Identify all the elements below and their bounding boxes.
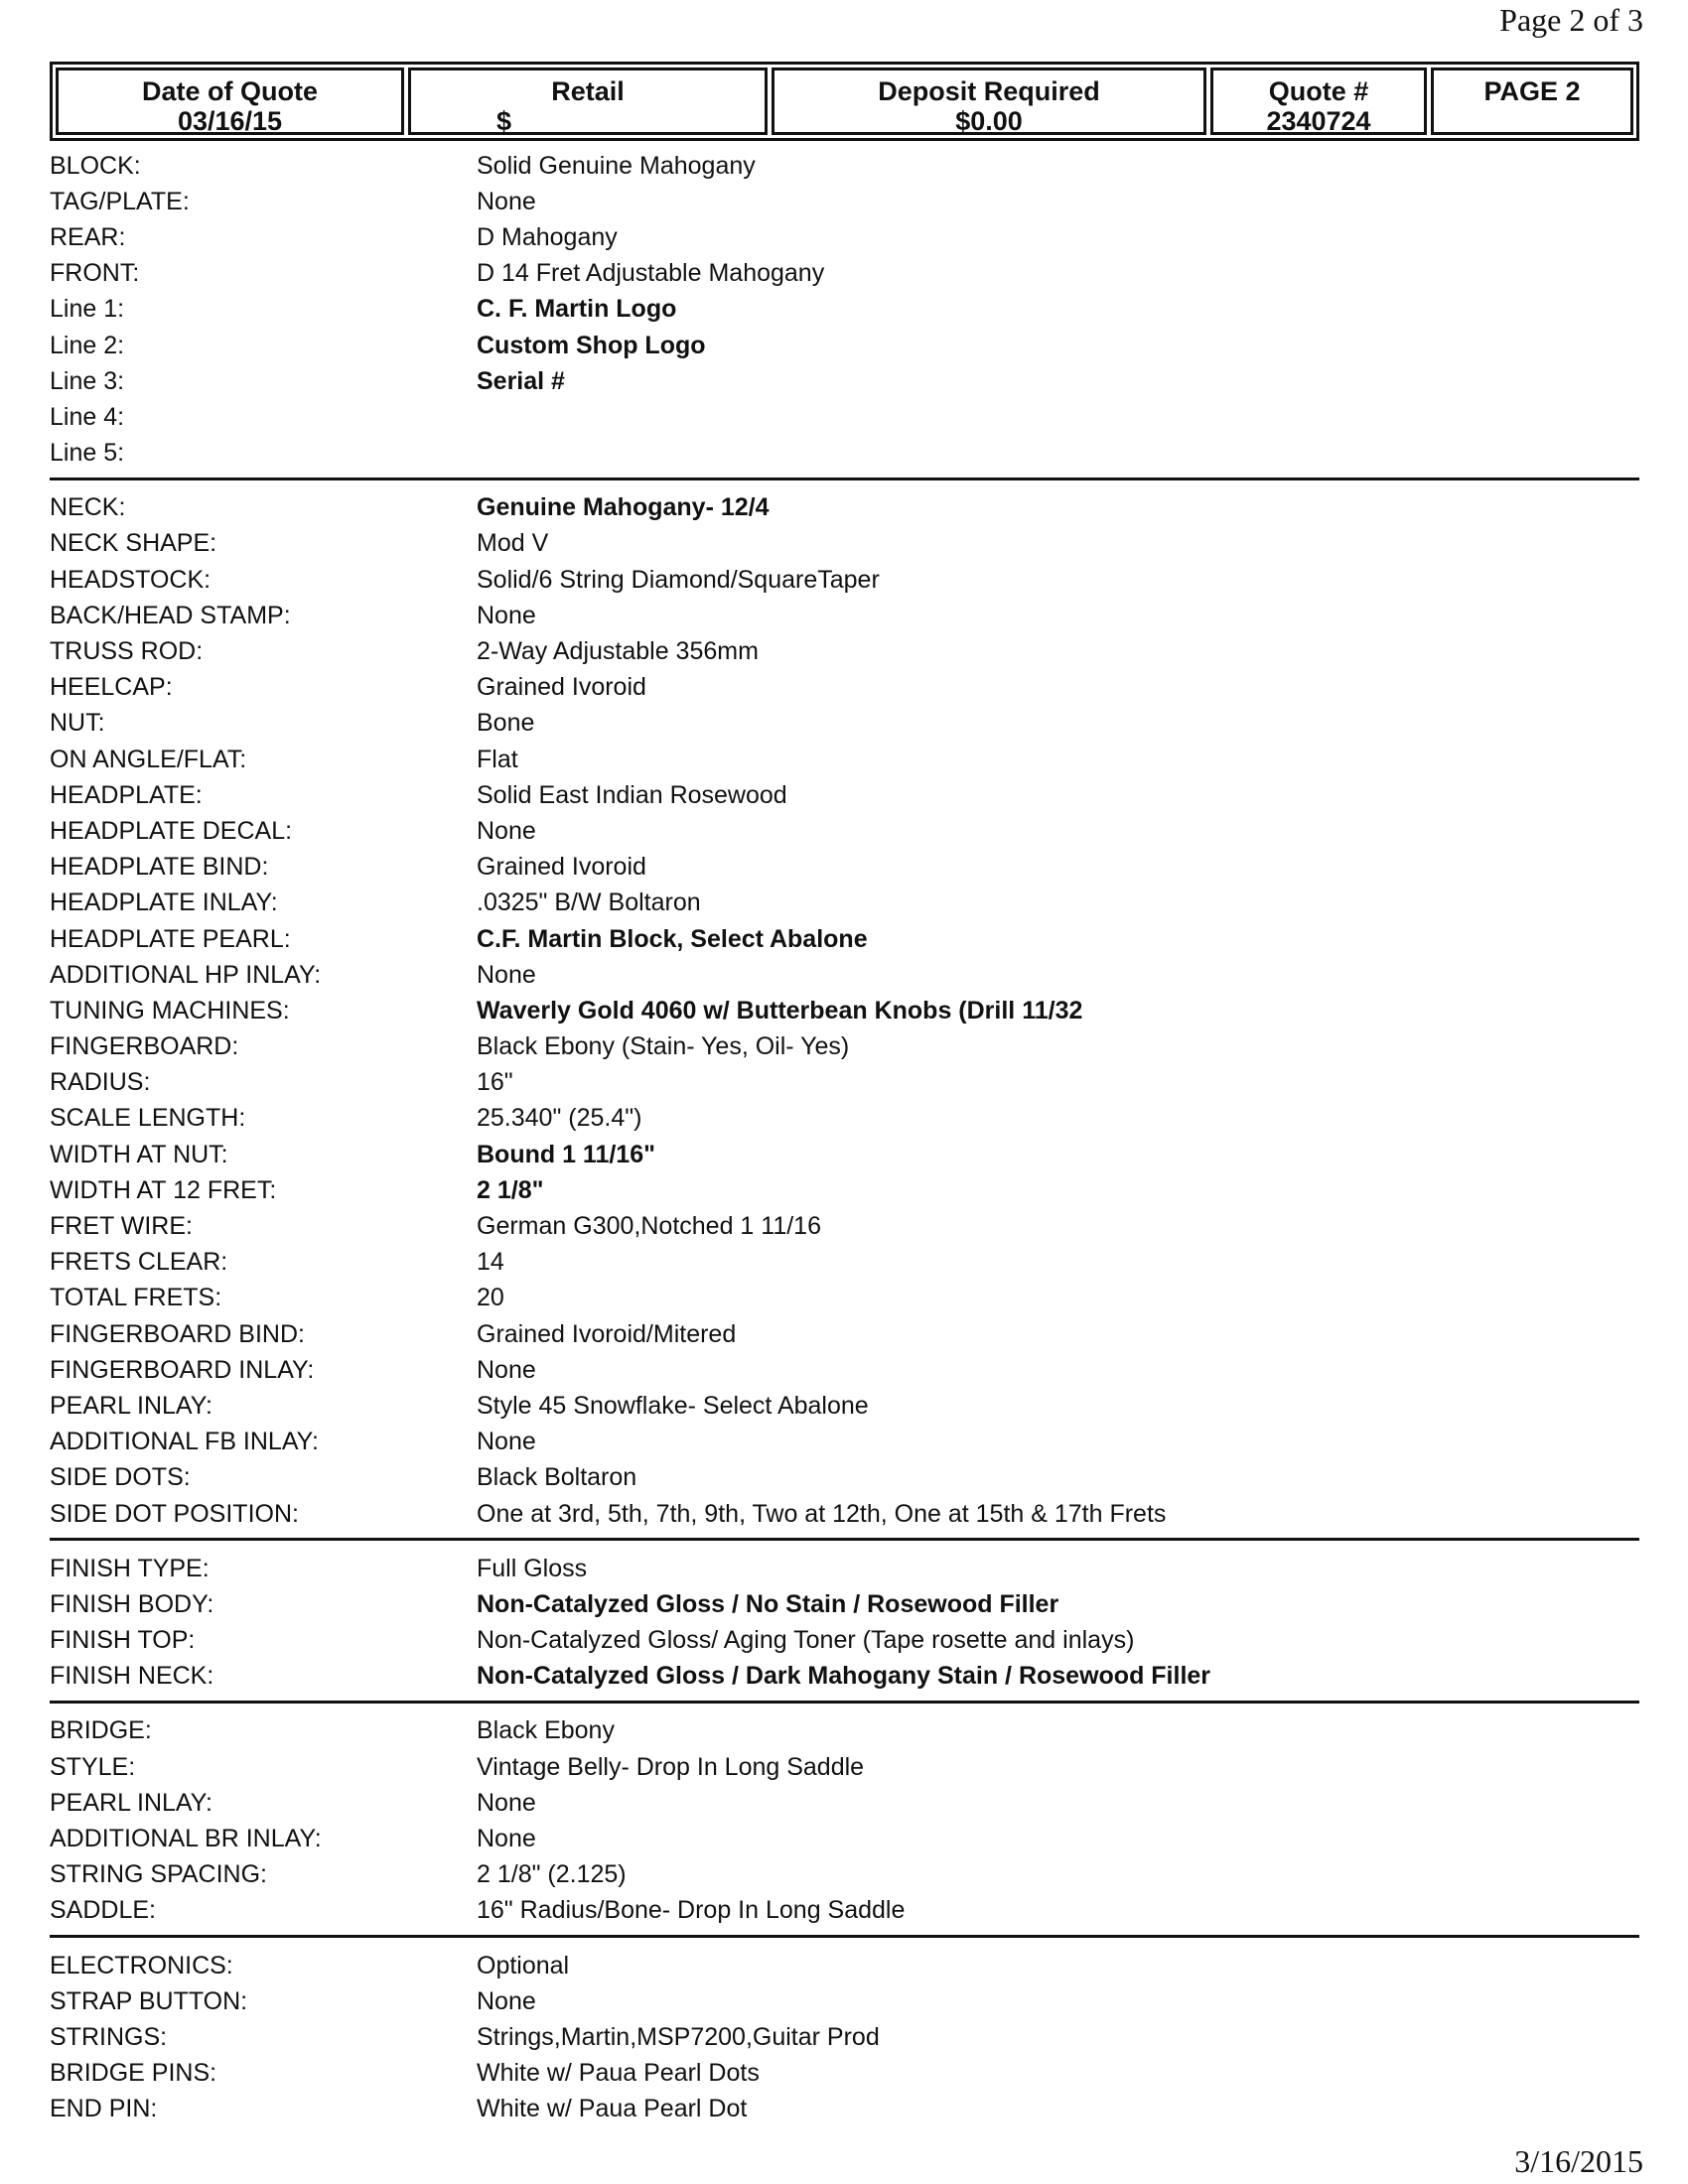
spec-label: FINGERBOARD: (50, 1032, 239, 1061)
retail-cell (408, 68, 768, 135)
spec-value: None (477, 1355, 536, 1384)
spec-section (50, 1551, 1639, 1704)
spec-label: HEELCAP: (50, 673, 173, 702)
spec-row (50, 706, 1639, 742)
spec-label: TUNING MACHINES: (50, 996, 290, 1024)
spec-section (50, 1948, 1639, 2133)
spec-label: FINISH NECK: (50, 1662, 214, 1691)
spec-row (50, 148, 1639, 184)
spec-value: Strings,Martin,MSP7200,Guitar Prod (477, 2022, 880, 2051)
spec-value: Grained Ivoroid (477, 673, 646, 702)
spec-row (50, 813, 1639, 849)
spec-row (50, 1172, 1639, 1208)
quote-number-label: Quote # (1268, 76, 1369, 106)
spec-row (50, 184, 1639, 219)
spec-value: None (477, 1788, 536, 1817)
spec-value: Flat (477, 745, 518, 773)
spec-row (50, 598, 1639, 633)
spec-row (50, 1948, 1639, 1983)
spec-label: HEADPLATE INLAY: (50, 888, 278, 917)
quote-number-cell (1210, 68, 1427, 135)
spec-label: FRET WIRE: (50, 1212, 193, 1241)
spec-label: WIDTH AT NUT: (50, 1140, 228, 1168)
spec-label: Line 4: (50, 402, 125, 431)
spec-row (50, 850, 1639, 886)
spec-label: Line 2: (50, 331, 125, 359)
spec-value: Solid East Indian Rosewood (477, 780, 787, 809)
spec-label: FINISH BODY: (50, 1589, 214, 1618)
spec-value: Serial # (477, 366, 565, 395)
date-of-quote-value: 03/16/15 (177, 106, 283, 136)
retail-label: Retail (551, 76, 625, 106)
spec-label: TAG/PLATE: (50, 187, 190, 215)
spec-label: TOTAL FRETS: (50, 1284, 222, 1312)
spec-value: Full Gloss (477, 1554, 588, 1582)
spec-value: None (477, 960, 536, 989)
spec-row (50, 328, 1639, 363)
spec-label: WIDTH AT 12 FRET: (50, 1175, 277, 1204)
spec-value: .0325" B/W Boltaron (477, 888, 701, 917)
spec-row (50, 633, 1639, 669)
spec-value: Non-Catalyzed Gloss/ Aging Toner (Tape rosette and inlays) (477, 1626, 1135, 1655)
spec-value: None (477, 187, 536, 215)
spec-label: Line 3: (50, 366, 125, 395)
spec-row (50, 1425, 1639, 1460)
spec-label: NUT: (50, 709, 105, 738)
page-number: Page 2 of 3 (1499, 2, 1643, 38)
spec-value: D Mahogany (477, 222, 618, 251)
spec-row (50, 1065, 1639, 1101)
spec-row (50, 1316, 1639, 1352)
spec-value: None (477, 1825, 536, 1853)
spec-label: BLOCK: (50, 151, 141, 180)
spec-row (50, 1821, 1639, 1856)
spec-row (50, 1713, 1639, 1749)
spec-row (50, 777, 1639, 813)
spec-row (50, 1623, 1639, 1659)
spec-label: Line 5: (50, 439, 125, 468)
spec-row (50, 436, 1639, 472)
spec-label: PEARL INLAY: (50, 1391, 212, 1420)
spec-row (50, 670, 1639, 706)
spec-value: Solid Genuine Mahogany (477, 151, 756, 180)
date-of-quote-cell (56, 68, 404, 135)
spec-value: White w/ Paua Pearl Dot (477, 2095, 748, 2123)
spec-row (50, 1352, 1639, 1388)
spec-label: STRING SPACING: (50, 1860, 268, 1889)
spec-row (50, 292, 1639, 328)
spec-label: REAR: (50, 222, 126, 251)
spec-label: SADDLE: (50, 1896, 156, 1925)
spec-row (50, 957, 1639, 993)
spec-label: HEADPLATE: (50, 780, 203, 809)
spec-row (50, 526, 1639, 562)
spec-value: Style 45 Snowflake- Select Abalone (477, 1391, 869, 1420)
spec-label: ADDITIONAL HP INLAY: (50, 960, 322, 989)
spec-label: ADDITIONAL BR INLAY: (50, 1825, 322, 1853)
spec-value: D 14 Fret Adjustable Mahogany (477, 259, 825, 288)
spec-row (50, 2092, 1639, 2127)
spec-row (50, 256, 1639, 292)
spec-value: 14 (477, 1248, 504, 1277)
spec-value: 2-Way Adjustable 356mm (477, 637, 759, 666)
spec-label: SIDE DOTS: (50, 1463, 191, 1492)
spec-row (50, 1245, 1639, 1281)
page-tag: PAGE 2 (1483, 76, 1581, 106)
spec-label: BRIDGE: (50, 1716, 152, 1745)
spec-value: None (477, 1428, 536, 1456)
spec-row (50, 1496, 1639, 1532)
spec-row (50, 2056, 1639, 2092)
spec-label: FINISH TYPE: (50, 1554, 210, 1582)
spec-row (50, 1029, 1639, 1065)
spec-row (50, 742, 1639, 777)
spec-value: Waverly Gold 4060 w/ Butterbean Knobs (Drill 11/32 (477, 996, 1083, 1024)
spec-value: Custom Shop Logo (477, 331, 706, 359)
page-tag-cell (1431, 68, 1633, 135)
spec-row (50, 993, 1639, 1028)
spec-value: Mod V (477, 529, 549, 558)
spec-label: STRAP BUTTON: (50, 1986, 248, 2015)
spec-value: Black Ebony (Stain- Yes, Oil- Yes) (477, 1032, 850, 1061)
spec-label: HEADPLATE DECAL: (50, 816, 293, 845)
spec-value: 16" Radius/Bone- Drop In Long Saddle (477, 1896, 906, 1925)
spec-value: Black Boltaron (477, 1463, 637, 1492)
spec-value: 2 1/8" (477, 1175, 544, 1204)
retail-value: $ (496, 106, 512, 136)
spec-label: FINGERBOARD INLAY: (50, 1355, 315, 1384)
spec-label: ON ANGLE/FLAT: (50, 745, 247, 773)
footer-date: 3/16/2015 (1514, 2143, 1643, 2179)
spec-row (50, 1460, 1639, 1496)
spec-row (50, 1785, 1639, 1821)
spec-row (50, 363, 1639, 399)
spec-row (50, 1281, 1639, 1316)
spec-value: Genuine Mahogany- 12/4 (477, 493, 770, 522)
spec-row (50, 1388, 1639, 1424)
spec-row (50, 1208, 1639, 1244)
spec-label: NECK SHAPE: (50, 529, 217, 558)
spec-section (50, 1713, 1639, 1938)
spec-label: ELECTRONICS: (50, 1951, 233, 1979)
spec-label: END PIN: (50, 2095, 158, 2123)
spec-row (50, 2019, 1639, 2055)
spec-row (50, 921, 1639, 957)
spec-row (50, 1983, 1639, 2019)
spec-row (50, 490, 1639, 526)
spec-row (50, 399, 1639, 435)
spec-label: FRETS CLEAR: (50, 1248, 228, 1277)
spec-label: PEARL INLAY: (50, 1788, 212, 1817)
spec-value: Non-Catalyzed Gloss / Dark Mahogany Stain / Rosewood Filler (477, 1662, 1211, 1691)
deposit-label: Deposit Required (878, 76, 1100, 106)
quote-header (50, 62, 1639, 141)
deposit-value: $0.00 (955, 106, 1023, 136)
date-of-quote-label: Date of Quote (141, 76, 318, 106)
spec-label: BRIDGE PINS: (50, 2059, 217, 2088)
spec-value: White w/ Paua Pearl Dots (477, 2059, 760, 2088)
spec-value: Vintage Belly- Drop In Long Saddle (477, 1752, 865, 1781)
deposit-cell (772, 68, 1206, 135)
spec-row (50, 1893, 1639, 1929)
spec-row (50, 562, 1639, 598)
spec-label: SCALE LENGTH: (50, 1104, 246, 1133)
spec-value: None (477, 601, 536, 629)
spec-value: Grained Ivoroid (477, 853, 646, 882)
spec-label: NECK: (50, 493, 126, 522)
spec-row (50, 1749, 1639, 1785)
spec-row (50, 886, 1639, 921)
spec-value: 16" (477, 1068, 513, 1097)
spec-value: German G300,Notched 1 11/16 (477, 1212, 821, 1241)
spec-row (50, 1586, 1639, 1622)
spec-label: HEADSTOCK: (50, 565, 211, 594)
spec-row (50, 1137, 1639, 1172)
spec-value: Grained Ivoroid/Mitered (477, 1319, 737, 1348)
spec-value: None (477, 816, 536, 845)
spec-value: 20 (477, 1284, 504, 1312)
spec-row (50, 1659, 1639, 1695)
spec-value: One at 3rd, 5th, 7th, 9th, Two at 12th, One at 15th & 17th Frets (477, 1499, 1167, 1528)
spec-value: Optional (477, 1951, 570, 1979)
spec-label: ADDITIONAL FB INLAY: (50, 1428, 319, 1456)
quote-number-value: 2340724 (1266, 106, 1371, 136)
spec-label: HEADPLATE BIND: (50, 853, 269, 882)
spec-label: STRINGS: (50, 2022, 168, 2051)
spec-label: Line 1: (50, 295, 125, 324)
spec-value: None (477, 1986, 536, 2015)
spec-sheet (50, 148, 1639, 2143)
spec-row (50, 219, 1639, 255)
spec-value: Non-Catalyzed Gloss / No Stain / Rosewood Filler (477, 1589, 1059, 1618)
spec-label: TRUSS ROD: (50, 637, 204, 666)
spec-row (50, 1551, 1639, 1586)
spec-value: Bound 1 11/16" (477, 1140, 655, 1168)
spec-label: SIDE DOT POSITION: (50, 1499, 299, 1528)
spec-value: Bone (477, 709, 535, 738)
spec-section (50, 490, 1639, 1541)
spec-value: Black Ebony (477, 1716, 615, 1745)
spec-label: HEADPLATE PEARL: (50, 924, 291, 953)
spec-row (50, 1101, 1639, 1137)
spec-label: FINISH TOP: (50, 1626, 196, 1655)
spec-value: 25.340" (25.4") (477, 1104, 642, 1133)
spec-label: FRONT: (50, 259, 140, 288)
spec-value: 2 1/8" (2.125) (477, 1860, 627, 1889)
spec-label: BACK/HEAD STAMP: (50, 601, 291, 629)
spec-label: RADIUS: (50, 1068, 151, 1097)
spec-section (50, 148, 1639, 480)
spec-label: STYLE: (50, 1752, 136, 1781)
spec-value: Solid/6 String Diamond/SquareTaper (477, 565, 880, 594)
spec-row (50, 1857, 1639, 1893)
spec-value: C.F. Martin Block, Select Abalone (477, 924, 868, 953)
spec-label: FINGERBOARD BIND: (50, 1319, 305, 1348)
spec-value: C. F. Martin Logo (477, 295, 677, 324)
